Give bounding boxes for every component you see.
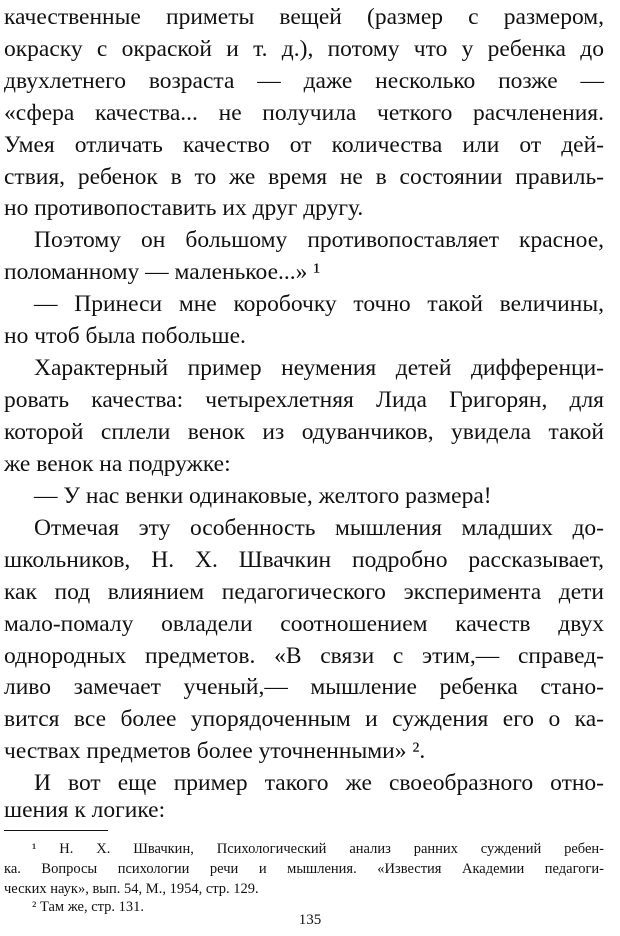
- text-line: но противопоставить их друг другу.: [4, 195, 364, 221]
- text-line: которой сплели венок из одуванчиков, увидела такой: [4, 419, 604, 445]
- footnote-divider: [4, 830, 108, 831]
- footnote-line: ческих наук», вып. 54, М., 1954, стр. 129.: [4, 881, 259, 897]
- text-line: «сфера качества... не получила четкого расчленения.: [4, 100, 604, 126]
- footnote-line: ка. Вопросы психологии речи и мышления. «Известия Академии педагоги-: [4, 861, 604, 877]
- text-line: но чтоб была побольше.: [4, 323, 246, 349]
- text-line: же венок на подружке:: [4, 451, 231, 477]
- paragraph-start: И вот еще пример такого же своеобразного отно-: [34, 770, 604, 796]
- text-line: шения к логике:: [4, 797, 166, 823]
- text-line: как под влиянием педагогического эксперимента дети: [4, 579, 604, 605]
- paragraph-start: Отмечая эту особенность мышления младших до-: [34, 515, 604, 541]
- footnote-line: ² Там же, стр. 131.: [32, 899, 145, 915]
- text-line: однородных предметов. «В связи с этим,— справед-: [4, 643, 604, 669]
- paragraph-start: Характерный пример неумения детей дифференци-: [34, 355, 604, 381]
- text-line: окраску с окраской и т. д.), потому что у ребенка до: [4, 36, 604, 62]
- text-line: Умея отличать качество от количества или от дей-: [4, 132, 604, 158]
- text-line: ровать качества: четырехлетняя Лида Григорян, для: [4, 387, 604, 413]
- text-line: вится все более упорядоченным и суждения его о ка-: [4, 706, 604, 732]
- paragraph-start: — У нас венки одинаковые, желтого размера!: [34, 483, 492, 509]
- text-line: ливо замечает ученый,— мышление ребенка стано-: [4, 674, 604, 700]
- text-line: чествах предметов более уточненными» ².: [4, 738, 426, 764]
- page-number: 135: [298, 912, 322, 928]
- text-line: ствия, ребенок в то же время не в состоянии правиль-: [4, 164, 604, 190]
- text-line: качественные приметы вещей (размер с размером,: [4, 4, 604, 30]
- text-line: двухлетнего возраста — даже несколько позже —: [4, 68, 604, 94]
- text-line: поломанному — маленькое...» ¹: [4, 259, 321, 285]
- paragraph-start: — Принеси мне коробочку точно такой величины,: [34, 291, 604, 317]
- text-line: мало-помалу овладели соотношением качеств двух: [4, 611, 604, 637]
- text-line: школьников, Н. Х. Швачкин подробно рассказывает,: [4, 547, 604, 573]
- footnote-line: ¹ Н. Х. Швачкин, Психологический анализ ранних суждений ребен-: [32, 841, 604, 857]
- paragraph-start: Поэтому он большому противопоставляет красное,: [34, 227, 604, 253]
